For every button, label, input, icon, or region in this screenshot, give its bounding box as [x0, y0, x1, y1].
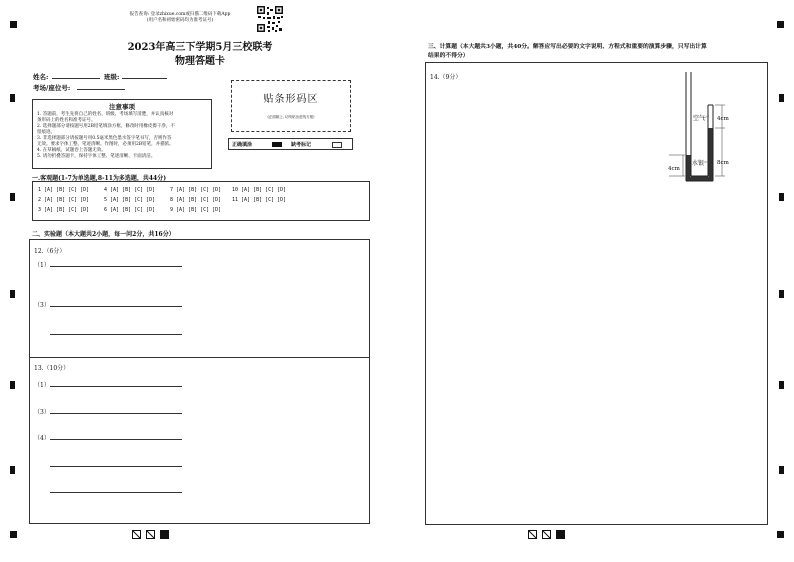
barcode-title: 贴条形码区: [263, 94, 319, 105]
page-title: 2023年高三下学期5月三校联考: [127, 42, 273, 53]
q13-part4-answer[interactable]: [50, 439, 182, 440]
q12-label: 12.（6分）: [34, 248, 66, 255]
qr-code-icon: [256, 5, 284, 33]
barcode-area: [231, 80, 351, 132]
choice-item[interactable]: 4 [A] [B] [C] [D]: [104, 187, 156, 193]
missing-exam-box[interactable]: [332, 142, 342, 148]
notice-item: 5. 请勿折叠答题卡，保持字体工整、笔迹清晰、卡面清洁。: [37, 154, 156, 160]
page-marker-left: [132, 530, 172, 540]
qr-note: [110, 12, 250, 24]
q13-part4-answer-2[interactable]: [50, 466, 182, 467]
name-label: 姓名:: [33, 73, 49, 81]
choice-item[interactable]: 3 [A] [B] [C] [D]: [38, 207, 90, 213]
length-top-label: 4cm: [717, 116, 729, 122]
choice-item[interactable]: 2 [A] [B] [C] [D]: [38, 197, 90, 203]
choice-item[interactable]: 6 [A] [B] [C] [D]: [104, 207, 156, 213]
q13-part3-label: （3）: [34, 409, 50, 416]
q13-part1-answer[interactable]: [50, 386, 182, 387]
q13-part3-answer[interactable]: [50, 413, 182, 414]
page-subtitle: 物理答题卡: [175, 56, 225, 67]
section1-title: 一.客观题(1-7为单选题,8-11为多选题，共44分): [32, 175, 167, 182]
choice-item[interactable]: 5 [A] [B] [C] [D]: [104, 197, 156, 203]
timing-marker: [779, 94, 784, 102]
qr-note-line2: (用户名和初始密码均为准考证号): [146, 18, 214, 24]
correct-fill-label: 正确填涂: [232, 142, 253, 148]
section3-title-line1: 三、计算题（本大题共3小题，共40分。解答应写出必要的文字说明、方程式和重要的演算步骤，只写出计算: [428, 44, 707, 50]
class-field[interactable]: [122, 78, 167, 79]
section3-title-line2: 结果的不得分）: [428, 53, 469, 59]
choice-item[interactable]: 1 [A] [B] [C] [D]: [38, 187, 90, 193]
q13-part4-label: （4）: [34, 435, 50, 442]
air-label: 空气: [693, 115, 706, 122]
notice-item: 留痕迹。: [37, 130, 55, 136]
section2-divider: [29, 357, 370, 358]
timing-marker: [10, 94, 15, 102]
timing-marker: [779, 193, 784, 201]
class-label: 班级:: [104, 73, 120, 81]
length-bottom-label: 4cm: [668, 166, 680, 172]
choice-item[interactable]: 7 [A] [B] [C] [D]: [170, 187, 222, 193]
choice-item[interactable]: 8 [A] [B] [C] [D]: [170, 197, 222, 203]
timing-marker: [779, 466, 784, 474]
timing-marker: [779, 381, 784, 389]
u-tube-diagram: [655, 70, 735, 190]
q12-part3-answer[interactable]: [50, 306, 182, 307]
exam-seat-field[interactable]: [77, 89, 125, 90]
section2-box: [29, 239, 370, 524]
qr-note-line1: 报告查询: 登录zhixue.com或扫描二维码下载App: [129, 12, 231, 17]
notice-title: 注意事项: [109, 103, 135, 111]
choice-item[interactable]: 9 [A] [B] [C] [D]: [170, 207, 222, 213]
name-field[interactable]: [52, 78, 100, 79]
missing-exam-label: 缺考标记: [291, 142, 312, 148]
q12-part3-label: （3）: [34, 302, 50, 309]
choice-item[interactable]: 11 [A] [B] [C] [D]: [232, 197, 287, 203]
notice-item: 无效。要求字体工整、笔迹清晰。作图时，必须用2B铅笔，并描浓。: [37, 142, 174, 148]
timing-marker: [10, 466, 15, 474]
exam-seat-label: 考场/座位号:: [33, 84, 71, 92]
notice-item: 1. 答题前，考生先将自己的姓名、班级、考场填写清楚，并认真核对: [37, 112, 174, 117]
length-mid-label: 8cm: [717, 160, 729, 166]
correct-fill-mark: [272, 142, 282, 147]
barcode-note: (正面朝上, 切勿贴出虚线方框): [267, 115, 315, 119]
corner-marker: [10, 531, 17, 538]
mercury-label: 水银: [692, 160, 705, 167]
q13-part4-answer-3[interactable]: [50, 492, 182, 493]
notice-item: 条形码上的姓名和准考证号。: [37, 118, 96, 124]
notice-item: 2. 选择题部分请按题号用2B铅笔填涂方框，修改时用橡皮擦干净，不: [37, 124, 175, 130]
corner-marker: [777, 531, 784, 538]
timing-marker: [779, 290, 784, 298]
corner-marker: [777, 21, 784, 28]
fill-example: [228, 138, 353, 150]
timing-marker: [10, 193, 15, 201]
q14-label: 14.（9分）: [430, 74, 462, 81]
notice-item: 4. 在草稿纸、试题卷上答题无效。: [37, 148, 106, 154]
page-marker-right: [528, 530, 568, 540]
q13-label: 13.（10分）: [34, 365, 70, 372]
choice-item[interactable]: 10 [A] [B] [C] [D]: [232, 187, 287, 193]
timing-marker: [10, 381, 15, 389]
notice-box: [32, 99, 212, 169]
section2-title: 二、实验题（本大题共2小题，每一问2分，共16分）: [32, 231, 175, 238]
notice-item: 3. 非选择题部分请按题号用0.5毫米黑色墨水签字笔书写，否则作答: [37, 136, 172, 142]
corner-marker: [10, 21, 17, 28]
timing-marker: [10, 290, 15, 298]
q12-part1-answer[interactable]: [50, 266, 182, 267]
q12-part1-label: （1）: [34, 262, 50, 269]
q12-part3-answer-2[interactable]: [50, 334, 182, 335]
q13-part1-label: （1）: [34, 382, 50, 389]
